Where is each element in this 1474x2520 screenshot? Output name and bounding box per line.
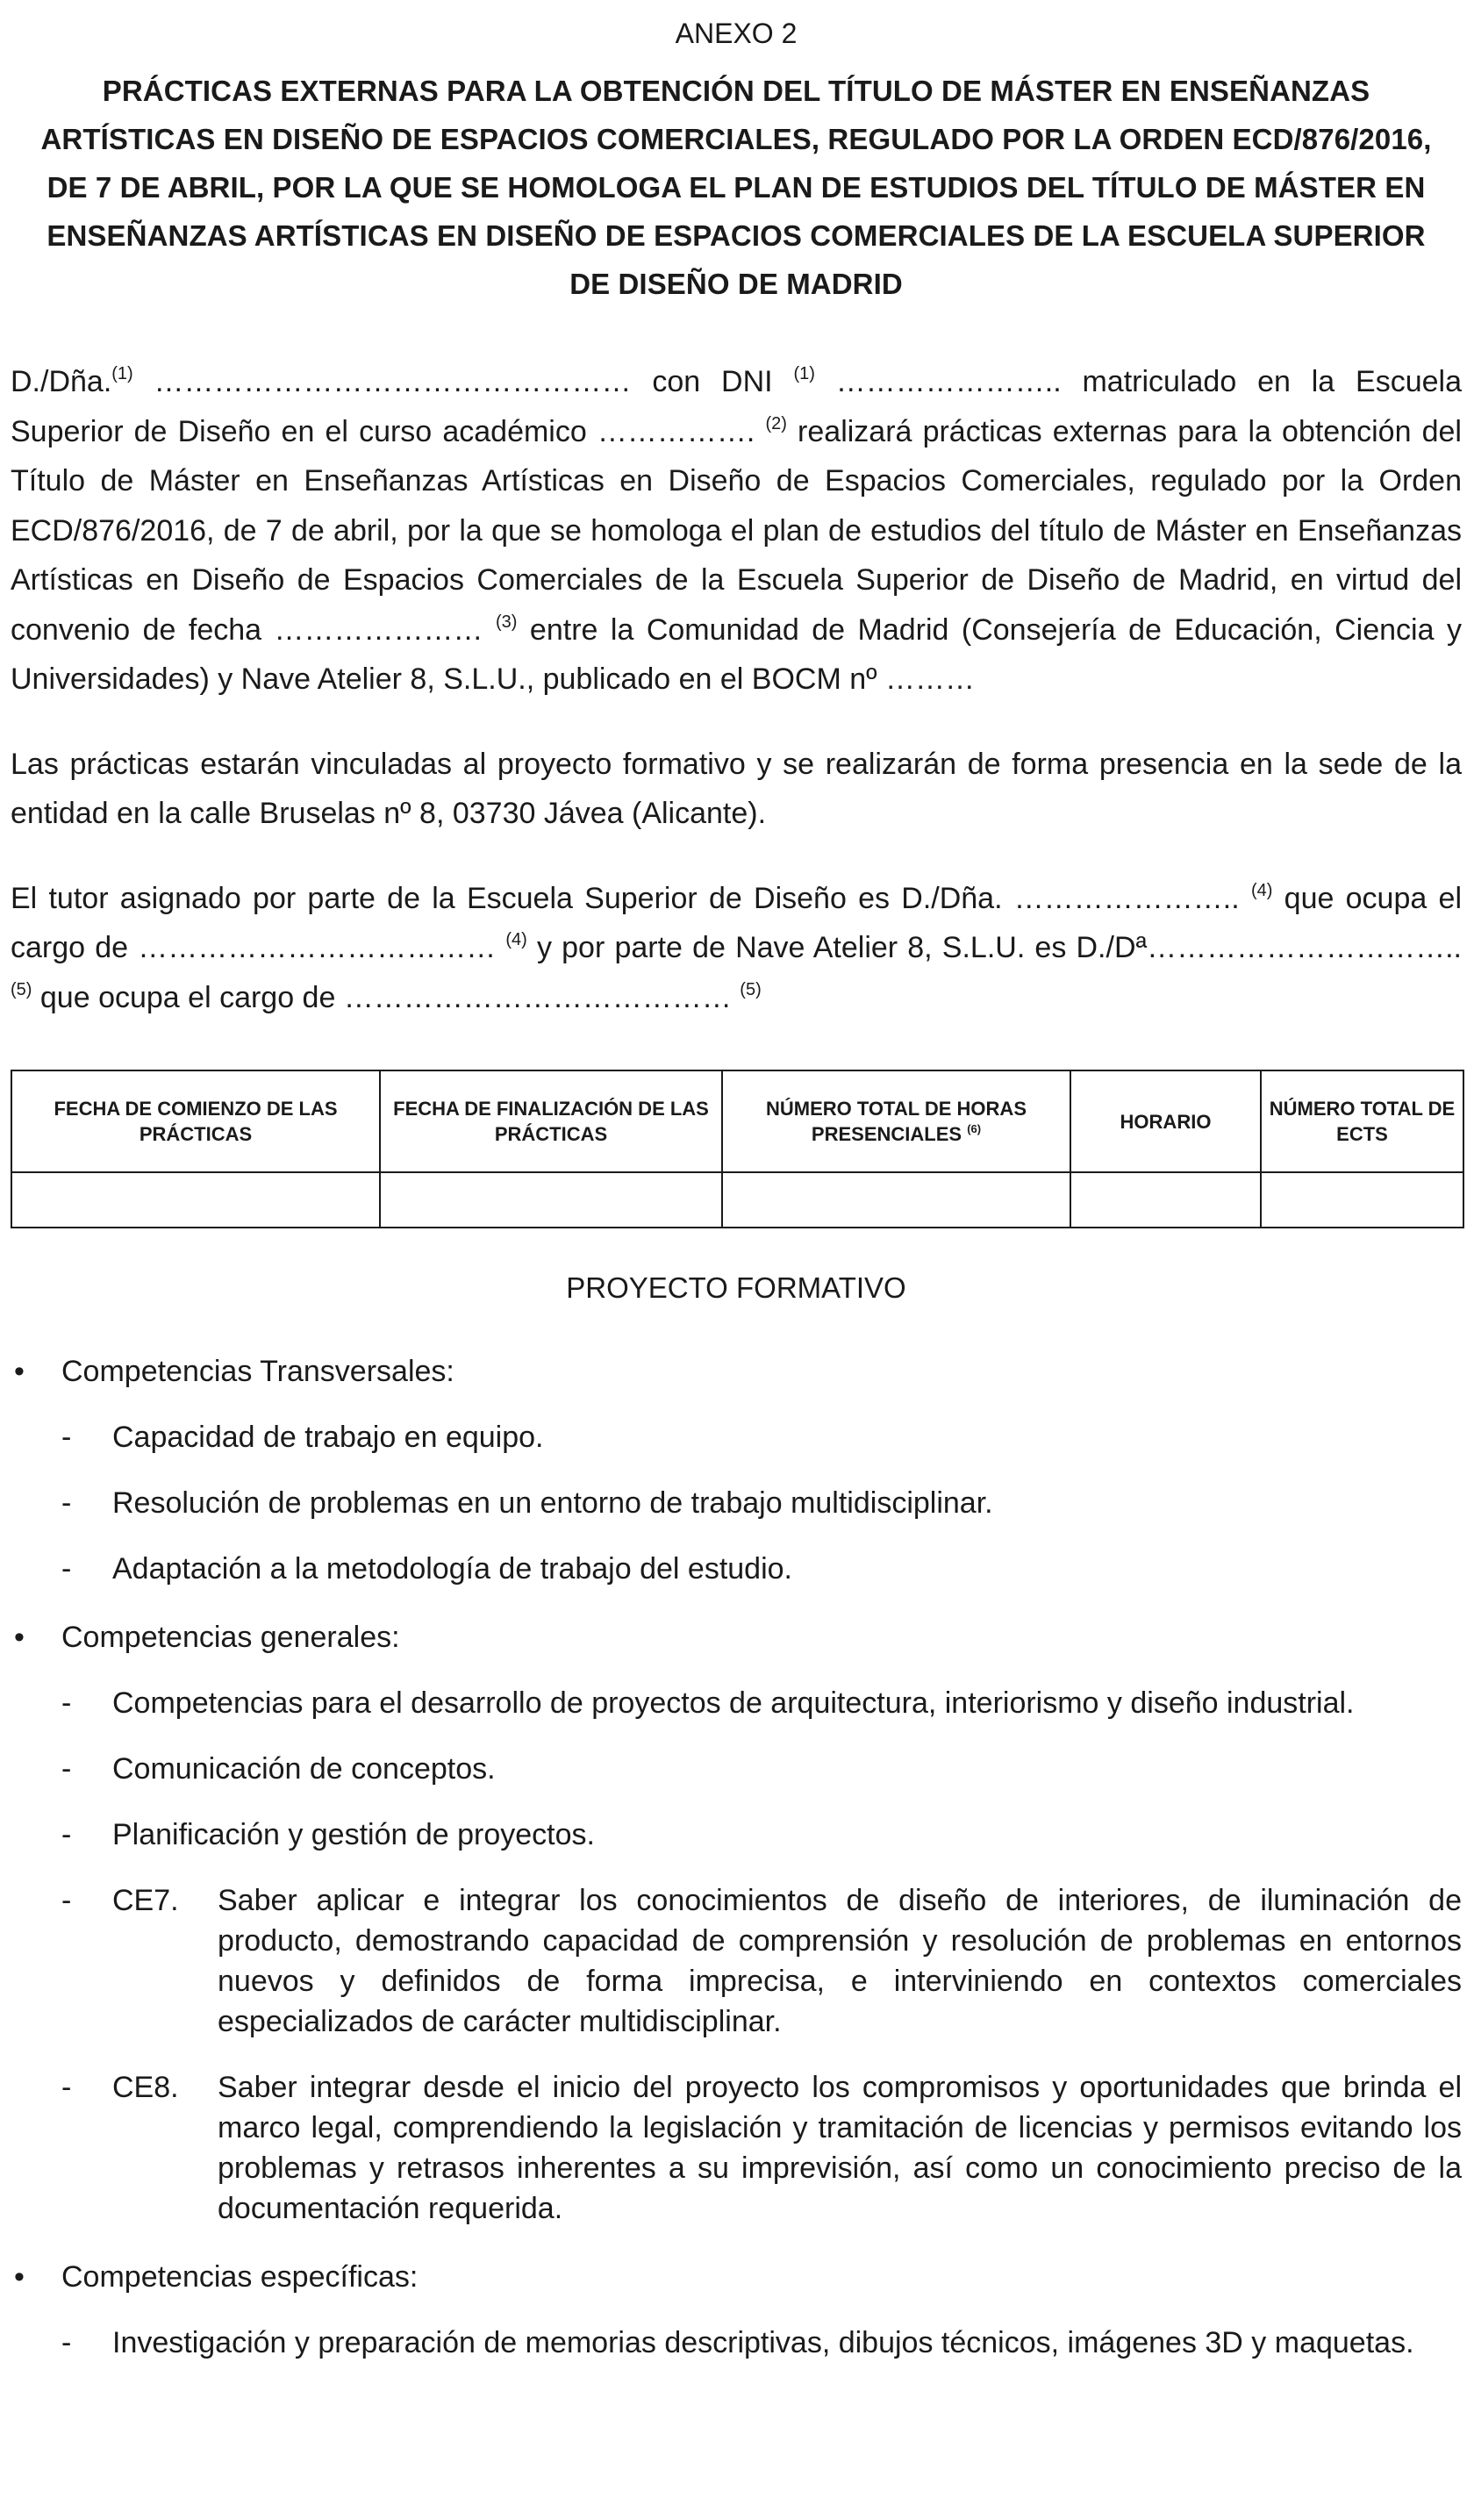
list-item-text: Adaptación a la metodología de trabajo del estudio. — [112, 1552, 792, 1586]
sub-list — [61, 1417, 1462, 1589]
list-item — [61, 1417, 1462, 1457]
header-end-date: FECHA DE FINALIZACIÓN DE LAS PRÁCTICAS — [380, 1070, 722, 1172]
header-total-ects: NÚMERO TOTAL DE ECTS — [1261, 1070, 1463, 1172]
footnote-ref: (1) — [111, 364, 133, 383]
list-item — [61, 1683, 1462, 1723]
text-segment: que ocupa el cargo de ………………………………… — [32, 980, 741, 1014]
text-segment: El tutor asignado por parte de la Escuela Superior de Diseño es D./Dña. ………………….. — [11, 881, 1251, 915]
footnote-ref: (6) — [967, 1122, 982, 1135]
competencies-list — [11, 1351, 1462, 2363]
competency-ce8 — [112, 2067, 1462, 2229]
list-item-text: Comunicación de conceptos. — [112, 1752, 496, 1786]
sub-list — [61, 1683, 1462, 2229]
header-schedule: HORARIO — [1070, 1070, 1261, 1172]
list-item — [11, 1351, 1462, 1589]
text-segment: entre la Comunidad de Madrid (Consejería de Educación, Ciencia y Universidades) y Nave Atelier 8, S.L.U., publicado en el BOCM nº ……… — [11, 612, 1462, 696]
dash-icon: - — [61, 1752, 72, 1786]
location-paragraph: Las prácticas estarán vinculadas al proyecto formativo y se realizarán de forma presencia en la sede de la entidad en la calle Bruselas nº 8, 03730 Jávea (Alicante). — [11, 747, 1462, 830]
list-item — [11, 2257, 1462, 2363]
document-title: PRÁCTICAS EXTERNAS PARA LA OBTENCIÓN DEL TÍTULO DE MÁSTER EN ENSEÑANZAS ARTÍSTICAS EN DISEÑO DE ESPACIOS COMERCIALES, REGULADO POR LA ORDEN ECD/876/2016, DE 7 DE ABRIL, POR LA QUE SE HOMOLOGA EL PLAN DE ESTUDIOS DEL TÍTULO DE MÁSTER EN ENSEÑANZAS ARTÍSTICAS EN DISEÑO DE ESPACIOS COMERCIALES DE LA ESCUELA SUPERIOR DE DISEÑO DE MADRID — [40, 75, 1432, 300]
list-item-text: Competencias para el desarrollo de proyectos de arquitectura, interiorismo y diseño industrial. — [112, 1686, 1355, 1720]
footnote-ref: (2) — [765, 413, 787, 433]
footnote-ref: (4) — [505, 930, 527, 949]
footnote-ref: (5) — [11, 979, 32, 999]
text-segment: realizará prácticas externas para la obtención del Título de Máster en Enseñanzas Artísticas en Diseño de Espacios Comerciales, regulado por la Orden ECD/876/2016, de 7 de abril, por la que se homologa el plan de estudios del título de Máster en Enseñanzas Artísticas en Diseño de Espacios Comerciales de la Escuela Superior de Diseño de Madrid, en virtud del convenio de fecha ………………… — [11, 414, 1462, 647]
list-item — [61, 2323, 1462, 2363]
footnote-ref: (1) — [793, 364, 815, 383]
dash-icon: - — [61, 2071, 72, 2104]
list-item-text: Planificación y gestión de proyectos. — [112, 1818, 595, 1851]
header-total-hours — [722, 1070, 1070, 1172]
bullet-icon: • — [14, 1621, 25, 1654]
cell-schedule — [1070, 1172, 1261, 1228]
footnote-ref: (3) — [496, 612, 518, 632]
list-item — [61, 1815, 1462, 1855]
internship-table — [11, 1070, 1464, 1228]
competency-heading: Competencias Transversales: — [61, 1355, 454, 1388]
competency-code: CE7. — [112, 1884, 179, 1917]
dash-icon: - — [61, 2326, 72, 2359]
dash-icon: - — [61, 1686, 72, 1720]
dash-icon: - — [61, 1421, 72, 1454]
header-total-hours-label: NÚMERO TOTAL DE HORAS PRESENCIALES — [765, 1098, 1027, 1145]
footnote-ref: (4) — [1250, 880, 1273, 900]
list-item — [61, 1749, 1462, 1789]
cell-total-hours — [722, 1172, 1070, 1228]
competency-code: CE8. — [112, 2071, 179, 2104]
footnote-ref: (5) — [740, 979, 762, 999]
student-paragraph — [11, 357, 1462, 705]
text-segment: ………………………………………… con DNI — [132, 365, 794, 398]
competency-heading: Competencias generales: — [61, 1621, 400, 1654]
list-item — [61, 1483, 1462, 1523]
table-row — [11, 1172, 1463, 1228]
list-item-text: Investigación y preparación de memorias descriptivas, dibujos técnicos, imágenes 3D y maquetas. — [112, 2326, 1414, 2359]
text-segment: ………………….. matriculado en la Escuela Superior de Diseño en el curso académico ……………. — [11, 365, 1462, 448]
list-item — [61, 1880, 1462, 2042]
section-title: PROYECTO FORMATIVO — [566, 1271, 906, 1304]
annex-label: ANEXO 2 — [675, 18, 798, 49]
tutor-paragraph — [11, 874, 1462, 1023]
dash-icon: - — [61, 1486, 72, 1520]
list-item — [61, 2067, 1462, 2229]
list-item-text: Resolución de problemas en un entorno de trabajo multidisciplinar. — [112, 1486, 993, 1520]
bullet-icon: • — [14, 2260, 25, 2294]
cell-end-date — [380, 1172, 722, 1228]
text-segment: que ocupa el cargo de ……………………………… — [11, 881, 1462, 964]
list-item — [11, 1617, 1462, 2229]
cell-start-date — [11, 1172, 380, 1228]
competency-ce7 — [112, 1880, 1462, 2042]
competency-text: Saber integrar desde el inicio del proyecto los compromisos y oportunidades que brinda el marco legal, comprendiendo la legislación y tramitación de licencias y permisos evitando los problemas y retrasos inherentes a su imprevisión, así como un conocimiento preciso de la documentación requerida. — [218, 2071, 1462, 2225]
competency-text: Saber aplicar e integrar los conocimientos de diseño de interiores, de iluminación de producto, demostrando capacidad de comprensión y resolución de problemas en entornos nuevos y definidos de forma imprecisa, e interviniendo en contextos comerciales especializados de carácter multidisciplinar. — [218, 1884, 1462, 2038]
dash-icon: - — [61, 1818, 72, 1851]
list-item — [61, 1549, 1462, 1589]
text-segment: y por parte de Nave Atelier 8, S.L.U. es D./Dª………………………….. — [526, 931, 1462, 964]
dash-icon: - — [61, 1884, 72, 1917]
bullet-icon: • — [14, 1355, 25, 1388]
cell-total-ects — [1261, 1172, 1463, 1228]
text-segment: D./Dña. — [11, 365, 112, 398]
sub-list — [61, 2323, 1462, 2363]
competency-heading: Competencias específicas: — [61, 2260, 419, 2294]
dash-icon: - — [61, 1552, 72, 1586]
header-start-date: FECHA DE COMIENZO DE LAS PRÁCTICAS — [11, 1070, 380, 1172]
list-item-text: Capacidad de trabajo en equipo. — [112, 1421, 544, 1454]
table-header-row — [11, 1070, 1463, 1172]
